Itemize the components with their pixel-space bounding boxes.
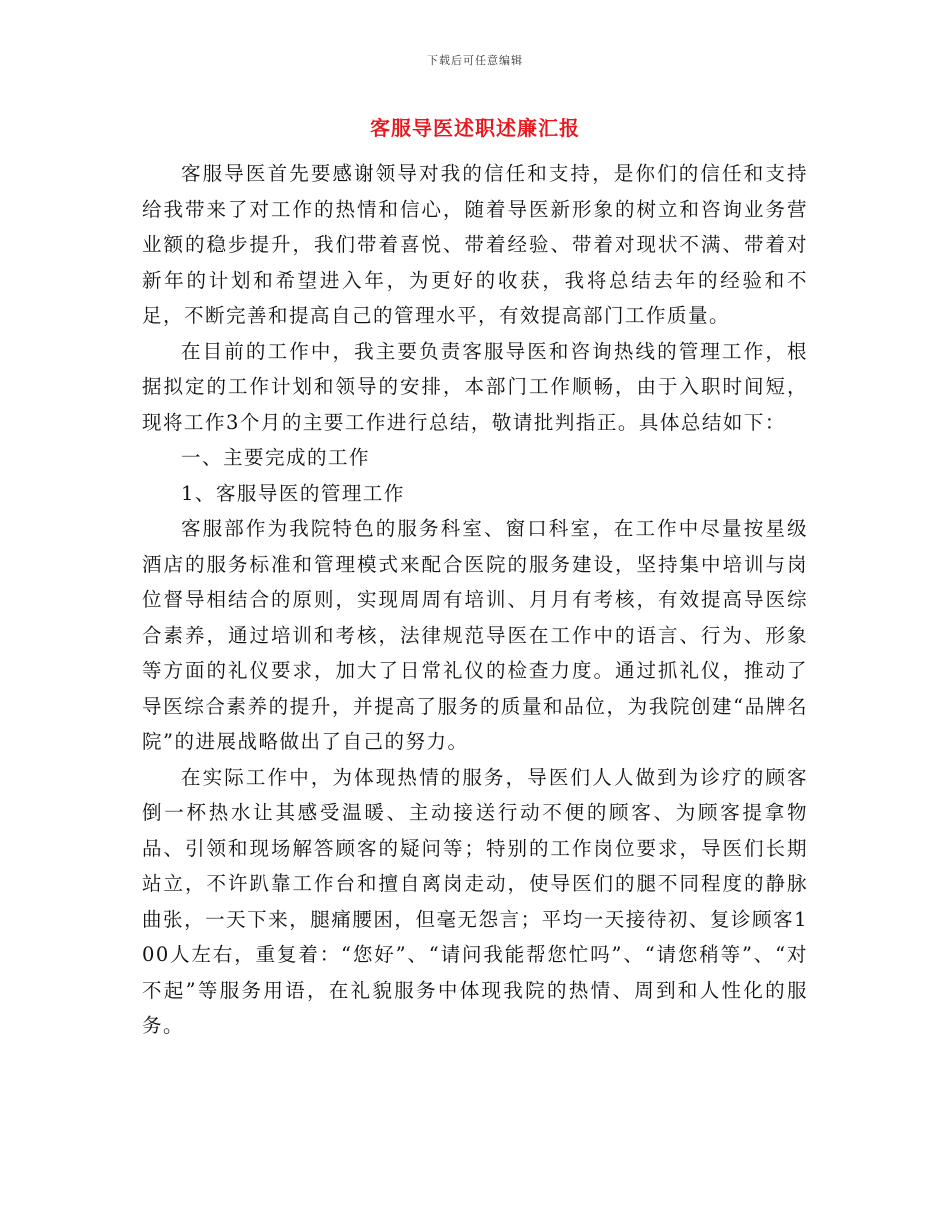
document-title: 客服导医述职述廉汇报 [370,116,580,140]
paragraph-responsibilities: 在目前的工作中，我主要负责客服导医和咨询热线的管理工作，根据拟定的工作计划和领导的安排，本部门工作顺畅，由于入职时间短，现将工作3个月的主要工作进行总结，敬请批判指正。具体总结如下： [142,339,808,434]
section-heading-main-work: 一、主要完成的工作 [181,446,371,469]
subsection-heading-guide-management: 1、客服导医的管理工作 [181,481,405,505]
paragraph-customer-service-dept: 客服部作为我院特色的服务科室、窗口科室，在工作中尽量按星级酒店的服务标准和管理模式来配合医院的服务建设，坚持集中培训与岗位督导相结合的原则，实现周周有培训、月月有考核，有效提高导医综合素养，通过培训和考核，法律规范导医在工作中的语言、行为、形象等方面的礼仪要求，加大了日常礼仪的检查力度。通过抓礼仪，推动了导医综合素养的提升，并提高了服务的质量和品位，为我院创建“品牌名院”的进展战略做出了自己的努力。 [142,517,808,753]
paragraph-intro: 客服导医首先要感谢领导对我的信任和支持，是你们的信任和支持给我带来了对工作的热情和信心，随着导医新形象的树立和咨询业务营业额的稳步提升，我们带着喜悦、带着经验、带着对现状不满、带着对新年的计划和希望进入年，为更好的收获，我将总结去年的经验和不足，不断完善和提高自己的管理水平，有效提高部门工作质量。 [142,162,808,327]
document-body [142,156,808,1044]
header-note: 下载后可任意编辑 [427,54,523,67]
paragraph-practical-work: 在实际工作中，为体现热情的服务，导医们人人做到为诊疗的顾客倒一杯热水让其感受温暖、主动接送行动不便的顾客、为顾客提拿物品、引领和现场解答顾客的疑问等；特别的工作岗位要求，导医们长期站立，不许趴靠工作台和擅自离岗走动，使导医们的腿不同程度的静脉曲张，一天下来，腿痛腰困，但毫无怨言；平均一天接待初、复诊顾客100人左右，重复着：“您好”、“请问我能帮您忙吗”、“请您稍等”、“对不起”等服务用语，在礼貌服务中体现我院的热情、周到和人性化的服务。 [142,765,808,1037]
